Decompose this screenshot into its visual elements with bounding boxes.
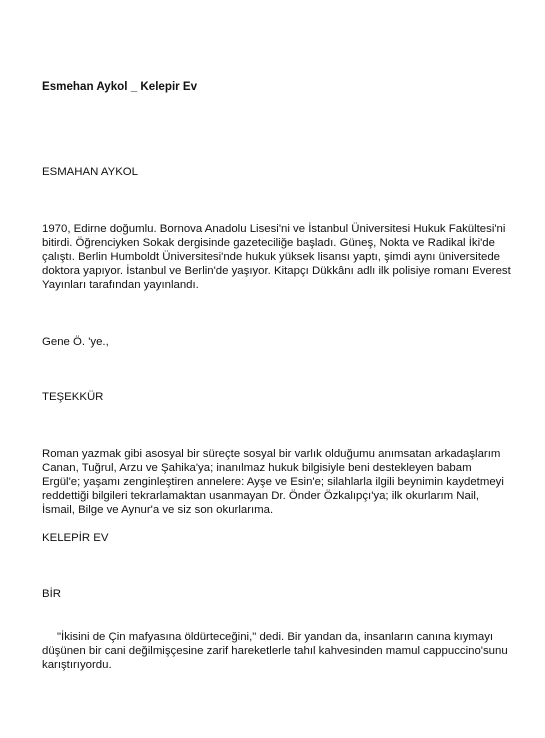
- chapter-heading: BİR: [42, 588, 61, 600]
- acknowledgements-text: Roman yazmak gibi asosyal bir süreçte sosyal bir varlık olduğumu anımsatan arkadaşlarım Canan, Tuğrul, Arzu ve Şahika'ya; inanılmaz hukuk bilgisiyle beni destekleyen babam Ergül'e; yaşamı zenginleştiren annelere: Ayşe ve Esin'e; silahlarla ilgili beynimin kaydetmeyi reddettiği bilgileri tekrarlamaktan usanmayan Dr. Önder Özkalıpçı'ya; ilk okurlarım Nail, İsmail, Bilge ve Aynur'a ve siz son okurlarıma.: [42, 448, 504, 516]
- book-heading: KELEPİR EV: [42, 532, 109, 544]
- first-paragraph: "İkisini de Çin mafyasına öldürteceğini," dedi. Bir yandan da, insanların canına kıymayı düşünen bir cani değilmişçesine zarif hareketlerle tahıl kahvesinden mamul cappuccino'sunu karıştırıyordu.: [42, 631, 508, 671]
- dedication: Gene Ö. 'ye.,: [42, 336, 109, 348]
- author-bio: 1970, Edirne doğumlu. Bornova Anadolu Lisesi'ni ve İstanbul Üniversitesi Hukuk Fakültesi'ni bitirdi. Öğrenciyken Sokak dergisinde gazeteciliğe başladı. Güneş, Nokta ve Radikal İki'de çalıştı. Berlin Humboldt Üniversitesi'nde hukuk yüksek lisansı yaptı, şimdi aynı üniversitede doktora yapıyor. İstanbul ve Berlin'de yaşıyor. Kitapçı Dükkânı adlı ilk polisiye romanı Everest Yayınları tarafından yayınlandı.: [42, 223, 511, 291]
- book-title: Esmehan Aykol _ Kelepir Ev: [42, 80, 198, 93]
- acknowledgements-heading: TEŞEKKÜR: [42, 391, 104, 403]
- author-heading: ESMAHAN AYKOL: [42, 166, 139, 178]
